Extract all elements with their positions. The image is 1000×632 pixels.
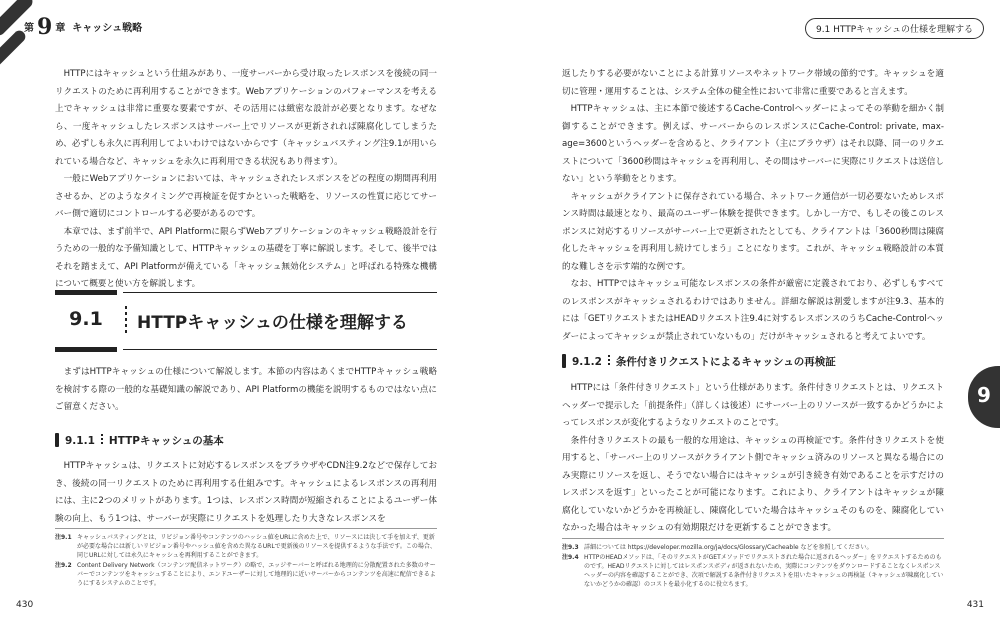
chapter-header: [24, 14, 142, 40]
paragraph: 返したりする必要がないことによる計算リソースやネットワーク帯域の節約です。キャッシュを適切に管理・運用することは、システム全体の健全性において非常に重要であると言えます。: [562, 69, 944, 97]
paragraph: HTTPキャッシュは、リクエストに対応するレスポンスをブラウザやCDN注9.2などで保存しておき、後続の同一リクエストのために再利用する仕組みです。キャッシュによるレスポンスの再利用には、主に2つのメリットがあります。1つは、レスポンス時間が短縮されることによるユーザー体験の向上、もう1つは、サーバーが実際にリクエストを処理したり大きなレスポンスを: [55, 461, 437, 524]
subsection-text: [55, 458, 437, 528]
subsection-text: [562, 380, 944, 538]
chapter-prefix: 第: [24, 23, 34, 34]
subsection-number: 9.1.1: [65, 435, 95, 447]
footnotes: [562, 543, 944, 590]
footnote: 注9.4 HTTPのHEADメソッドは、「そのリクエストがGETメソッドでリクエストされた場合に返されるヘッダー」をリクエストするためのものです。HEADリクエストに対してはレスポンスボディが返されないため、実際にコンテンツをダウンロードすることなくレスポンスヘッダーの内容を確認することができ、次項で解説する条件付きリクエストを用いたキャッシュの再検証（キャッシュが陳腐化していないかどうかの確認）のコストを最小化するのに役立ちます。: [562, 554, 944, 588]
paragraph: 条件付きリクエストの最も一般的な用途は、キャッシュの再検証です。条件付きリクエストを使用すると、「サーバー上のリソースがクライアント側でキャッシュ済みのリソースと異なる場合にのみ実際にリソースを返し、そうでない場合にはキャッシュが引き続き有効であることを示すだけのレスポンスを返す」といったことが可能になります。これにより、クライアントはキャッシュが陳腐化していないかどうかを再検証し、陳腐化していた場合はキャッシュそのものを、陳腐化していなかった場合はキャッシュの有効期限だけを更新することができます。: [562, 435, 944, 533]
intro-text: [55, 66, 437, 294]
paragraph: キャッシュがクライアントに保存されている場合、ネットワーク通信が一切必要ないためレスポンス時間は最速となり、最高のユーザー体験を提供できます。しかし一方で、もしその後このレスポンスに対応するリソースがサーバー上で更新されたとしても、クライアントは「3600秒間は陳腐化したキャッシュを再利用し続けてしまう」ことになります。これが、キャッシュ戦略設計の本質的な難しさを示す端的な例です。: [562, 191, 944, 272]
page-number: 430: [16, 600, 34, 610]
paragraph: HTTPには「条件付きリクエスト」という仕様があります。条件付きリクエストとは、リクエストヘッダーで提示した「前提条件」（詳しくは後述）にサーバー上のリソースが一致するかどうかによってレスポンスが変化するようなリクエストのことです。: [562, 383, 944, 428]
footnote: 注9.1 キャッシュバスティングとは、リビジョン番号やコンテンツのハッシュ値をURLに含めた上で、リソースには決して手を加えず、更新が必要な場合には新しいリビジョン番号やハッシュ値を含めた異なるURLで更新後のリソースを提供するような手法です。この場合、同じURLに対しては永久にキャッシュを再利用することができます。: [55, 534, 436, 559]
section-badge: 9.1 HTTPキャッシュの仕様を理解する: [805, 18, 984, 39]
paragraph: まずはHTTPキャッシュの仕様について解説します。本節の内容はあくまでHTTPキャッシュ戦略を検討する際の一般的な基礎知識の解説であり、API Platformの機能を説明するものではない点にご留意ください。: [55, 367, 437, 412]
chapter-title: キャッシュ戦略: [72, 23, 143, 34]
subsection-number: 9.1.2: [572, 356, 602, 368]
footnotes: [55, 533, 437, 589]
section-number: 9.1: [69, 308, 103, 330]
paragraph: 一般にWebアプリケーションにおいては、キャッシュされたレスポンスをどの程度の期間再利用させるか、どのようなタイミングで再検証を促すかといった戦略を、リソースの性質に応じてサーバー側で適切にコントロールする必要があるのです。: [55, 174, 437, 219]
chapter-thumb-tab: 9: [968, 366, 1000, 428]
paragraph: HTTPにはキャッシュという仕組みがあり、一度サーバーから受け取ったレスポンスを後続の同一リクエストのために再利用することができます。Webアプリケーションのパフォーマンスを考える上でキャッシュは非常に重要な要素ですが、その活用には緻密な設計が必要となります。なぜなら、一度キャッシュしたレスポンスはサーバー上でリソースが更新されれば陳腐化してしまうため、必ずしも永久に再利用してよいわけではないからです（キャッシュバスティング注9.1が用いられている場合など、キャッシュを永久に再利用できる状況もあり得ます）。: [55, 69, 437, 167]
paragraph: HTTPキャッシュは、主に本節で後述するCache-Controlヘッダーによってその挙動を細かく制御することができます。例えば、サーバーからのレスポンスにCache-Control: private, max-age=3600というヘッダーを含めると、クライアント（主にブラウザ）はそれ以降、同一のリクエストについて「3600秒間はキャッシュを再利用し、その間はサーバーに実際にリクエストは送信しない」という挙動をとります。: [562, 104, 944, 184]
section-title: HTTPキャッシュの仕様を理解する: [137, 313, 408, 333]
right-page: [500, 0, 1000, 632]
section-intro: [55, 364, 437, 417]
subsection-heading: [562, 354, 836, 369]
chapter-number: 9: [37, 14, 53, 40]
subsection-title: HTTPキャッシュの基本: [108, 435, 224, 447]
paragraph: 本章では、まず前半で、API Platformに限らずWebアプリケーションのキャッシュ戦略設計を行うための一般的な予備知識として、HTTPキャッシュの基礎を丁寧に解説します。そして、後半ではそれを踏まえて、API Platformが備えている「キャッシュ無効化システム」と呼ばれる特殊な機構について概要と使い方を解説します。: [55, 226, 437, 289]
subsection-heading: [55, 433, 224, 448]
chapter-suffix: 章: [55, 23, 66, 34]
section-heading: [55, 290, 437, 352]
footnote: 注9.3 詳細については https://developer.mozilla.org/ja/docs/Glossary/Cacheable などを参照してください。: [562, 544, 873, 551]
page-number: 431: [966, 600, 984, 610]
right-text: [562, 66, 944, 346]
subsection-title: 条件付きリクエストによるキャッシュの再検証: [615, 356, 836, 368]
footnote: 注9.2 Content Delivery Network（コンテンツ配信ネットワーク）の略で、エッジサーバーと呼ばれる地理的に分散配置された多数のサーバーでコンテンツをキャッシュすることにより、エンドユーザーに対して地理的に近いサーバーからコンテンツを高速に配信できるようにするシステムのことです。: [55, 562, 436, 587]
paragraph: なお、HTTPではキャッシュ可能なレスポンスの条件が厳密に定義されており、必ずしもすべてのレスポンスがキャッシュされるわけではありません。詳細な解説は割愛しますが注9.3、基本的には「GETリクエストまたはHEADリクエスト注9.4に対するレスポンスのうちCache-Controlヘッダーによってキャッシュが禁止されていないもの」だけがキャッシュされると考えてよいです。: [562, 279, 944, 342]
